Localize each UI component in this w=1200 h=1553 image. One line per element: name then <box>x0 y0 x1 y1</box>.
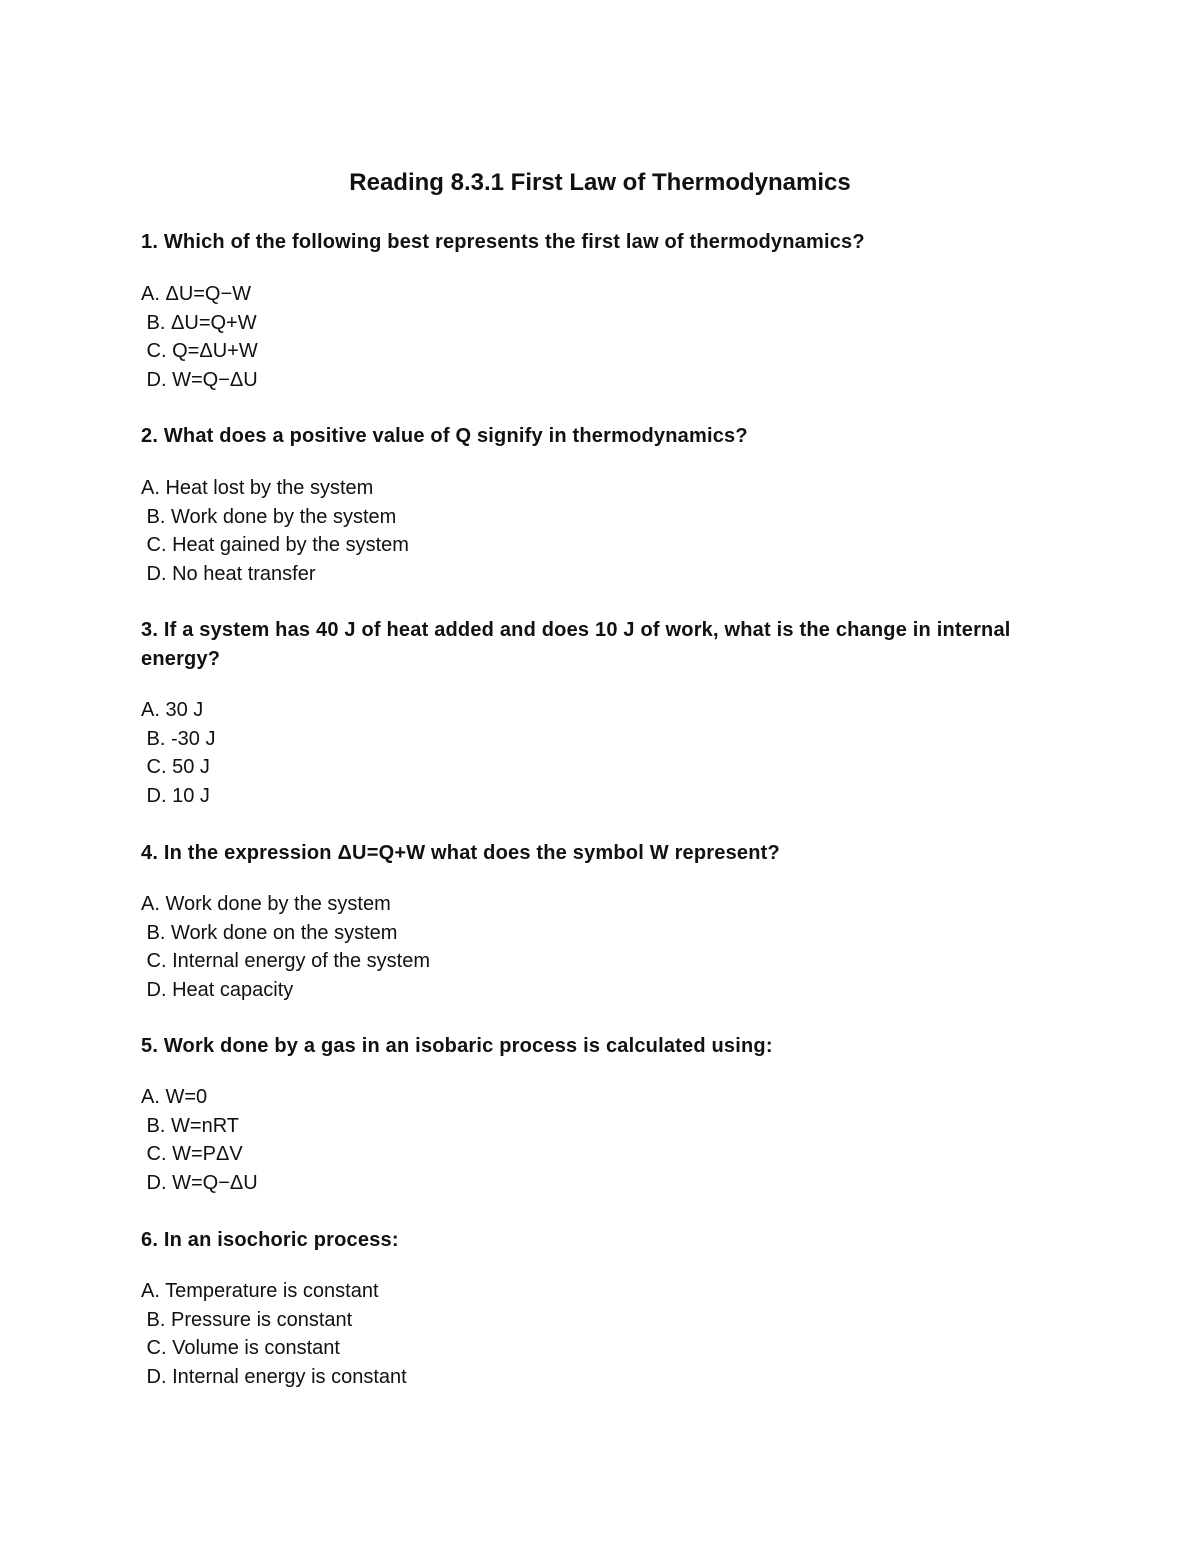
question-1-text: 1. Which of the following best represents the first law of thermodynamics? <box>141 231 865 253</box>
question-5-option-d: D. W=Q−ΔU <box>141 1171 258 1194</box>
question-6-option-c: C. Volume is constant <box>141 1337 340 1360</box>
question-1-option-c: C. Q=ΔU+W <box>141 340 258 363</box>
question-5-option-a: A. W=0 <box>141 1086 208 1108</box>
question-5-option-c: C. W=PΔV <box>141 1143 243 1166</box>
question-1-options <box>141 280 1041 394</box>
question-3-option-a: A. 30 J <box>141 699 204 721</box>
question-3-option-b: B. -30 J <box>141 727 216 750</box>
question-4-option-d: D. Heat capacity <box>141 978 294 1001</box>
question-4-option-c: C. Internal energy of the system <box>141 950 431 973</box>
page-title: Reading 8.3.1 First Law of Thermodynamics <box>349 169 851 196</box>
question-4-text: 4. In the expression ΔU=Q+W what does the symbol W represent? <box>141 842 780 864</box>
question-1-option-b: B. ΔU=Q+W <box>141 311 257 334</box>
question-2-text: 2. What does a positive value of Q signify in thermodynamics? <box>141 425 748 447</box>
question-1-option-a: A. ΔU=Q−W <box>141 283 252 305</box>
question-4-option-b: B. Work done on the system <box>141 921 398 944</box>
question-4-option-a: A. Work done by the system <box>141 893 391 915</box>
question-3-options <box>141 696 1041 810</box>
question-3-option-d: D. 10 J <box>141 784 210 807</box>
question-6-text: 6. In an isochoric process: <box>141 1229 399 1251</box>
question-2-option-a: A. Heat lost by the system <box>141 477 374 499</box>
question-6-option-b: B. Pressure is constant <box>141 1308 353 1331</box>
question-2-option-d: D. No heat transfer <box>141 562 316 585</box>
question-5-options <box>141 1083 1041 1197</box>
question-2-option-c: C. Heat gained by the system <box>141 534 409 557</box>
question-6-option-d: D. Internal energy is constant <box>141 1365 407 1388</box>
question-2-options <box>141 474 1041 588</box>
question-3-text: 3. If a system has 40 J of heat added and does 10 J of work, what is the change in internal energy? <box>141 619 1011 670</box>
question-6-options <box>141 1277 1041 1391</box>
question-5-text: 5. Work done by a gas in an isobaric process is calculated using: <box>141 1035 773 1057</box>
question-5-option-b: B. W=nRT <box>141 1114 239 1137</box>
question-6-option-a: A. Temperature is constant <box>141 1280 379 1302</box>
question-1-option-d: D. W=Q−ΔU <box>141 368 258 391</box>
question-4-options <box>141 890 1041 1004</box>
question-2-option-b: B. Work done by the system <box>141 505 397 528</box>
question-3-option-c: C. 50 J <box>141 756 210 779</box>
